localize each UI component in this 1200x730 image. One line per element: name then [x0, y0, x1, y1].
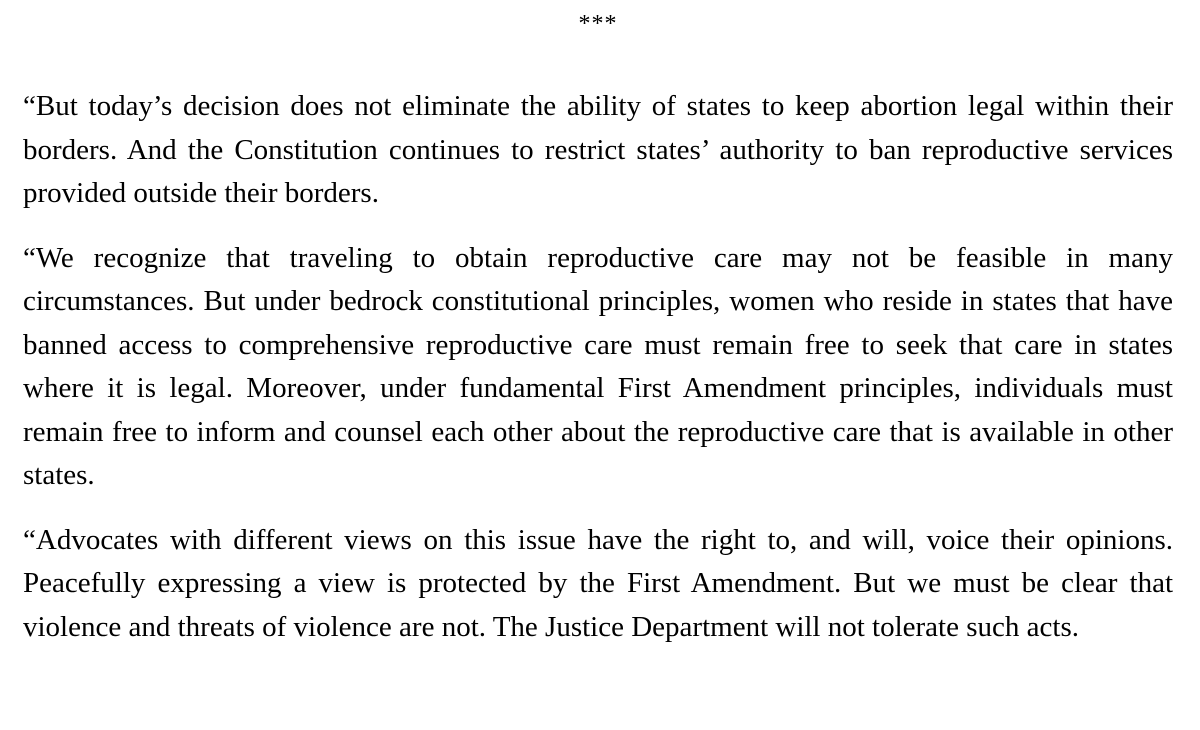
paragraph-3: “Advocates with different views on this issue have the right to, and will, voice their opinions. Peacefully expressing a view is protected by the First Amendment. But we must be clear that violence and threats of violence are not. The Justice Department will not tolerate such acts.	[23, 523, 1173, 643]
paragraph-2: “We recognize that traveling to obtain reproductive care may not be feasible in many circumstances. But under bedrock constitutional principles, women who reside in states that have banned access to comprehensive reproductive care must remain free to seek that care in states where it is legal. Moreover, under fundamental First Amendment principles, individuals must remain free to inform and counsel each other about the reproductive care that is available in other states.	[23, 241, 1173, 491]
paragraph-1: “But today’s decision does not eliminate the ability of states to keep abortion legal within their borders. And the Constitution continues to restrict states’ authority to ban reproductive services provided outside their borders.	[23, 90, 1173, 209]
document-page	[23, 0, 1173, 649]
section-separator: ***	[578, 11, 618, 37]
